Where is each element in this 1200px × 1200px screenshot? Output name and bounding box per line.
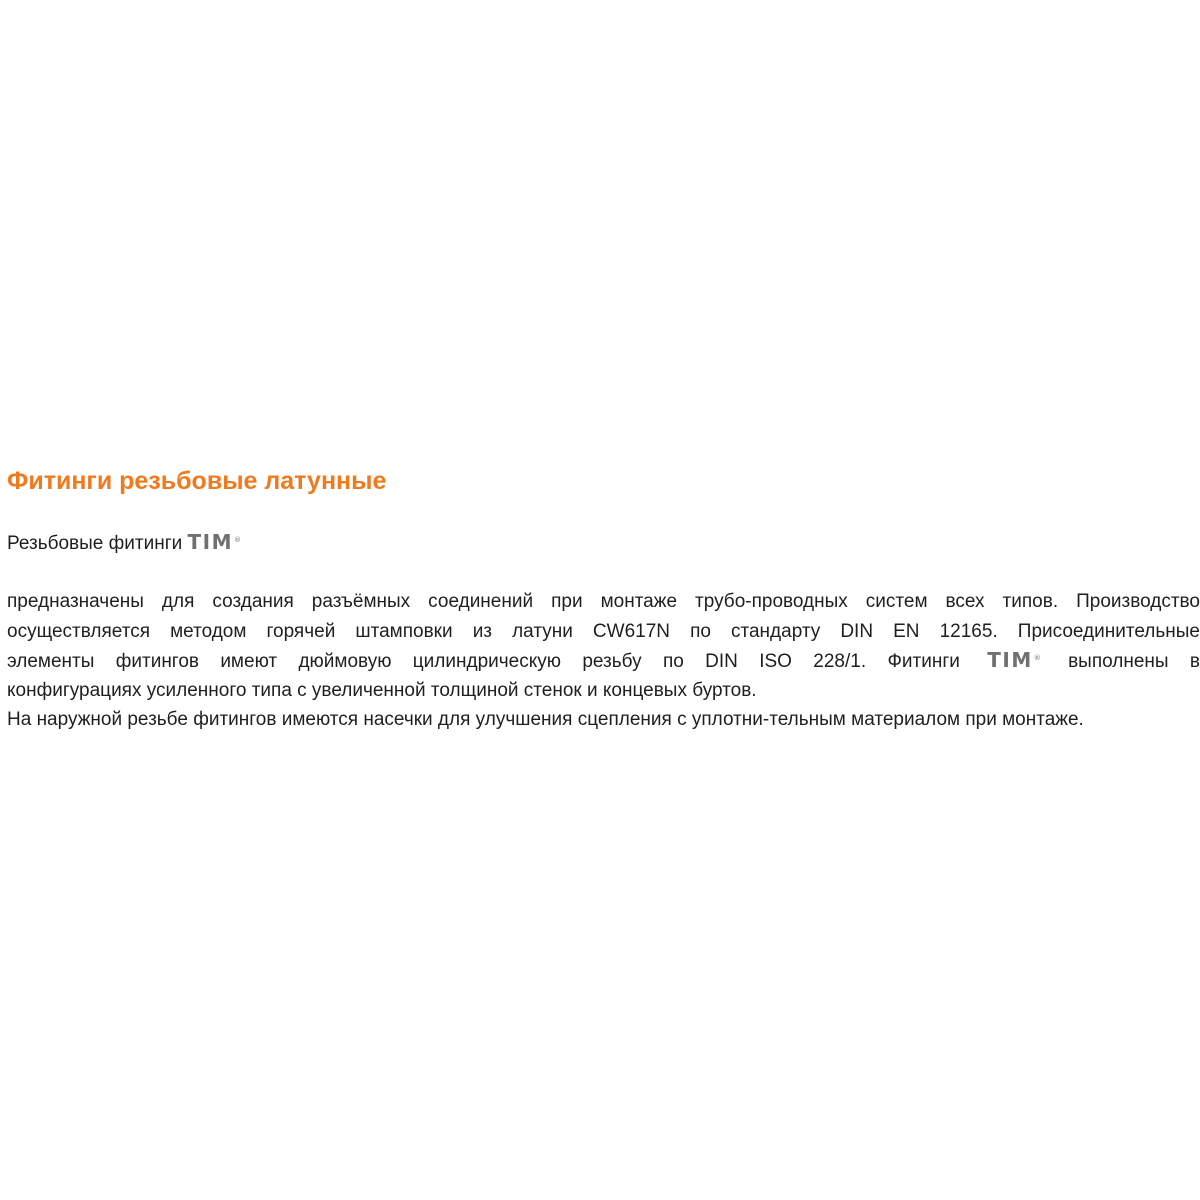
paragraph-line-3 <box>7 646 1200 676</box>
description-paragraph <box>7 587 1200 735</box>
registered-mark: ® <box>234 536 242 544</box>
inline-brand-logo-tim: TIM® <box>987 648 1041 673</box>
inline-registered-mark: ® <box>1033 654 1041 663</box>
paragraph-line-1: предназначены для создания разъёмных соединений при монтаже трубо-проводных систем всех типов. Производство <box>7 591 1200 612</box>
paragraph-line-5: На наружной резьбе фитингов имеются насечки для улучшения сцепления с уплотни-тельным материалом при монтаже. <box>7 709 1084 731</box>
paragraph-line-3-end: выполнены в <box>1068 651 1200 673</box>
subtitle-text: Резьбовые фитинги <box>7 533 183 554</box>
brand-logo-tim: TIM® <box>187 530 242 554</box>
paragraph-line-3-start: элементы фитингов имеют дюймовую цилиндрическую резьбу по DIN ISO 228/1. Фитинги <box>7 651 960 673</box>
paragraph-line-4: конфигурациях усиленного типа с увеличенной толщиной стенок и концевых буртов. <box>7 679 757 701</box>
paragraph-line-2: осуществляется методом горячей штамповки из латуни CW617N по стандарту DIN EN 12165. Присоединительные <box>7 620 1200 642</box>
document-title: Фитинги резьбовые латунные <box>7 467 387 495</box>
subtitle <box>7 528 241 558</box>
